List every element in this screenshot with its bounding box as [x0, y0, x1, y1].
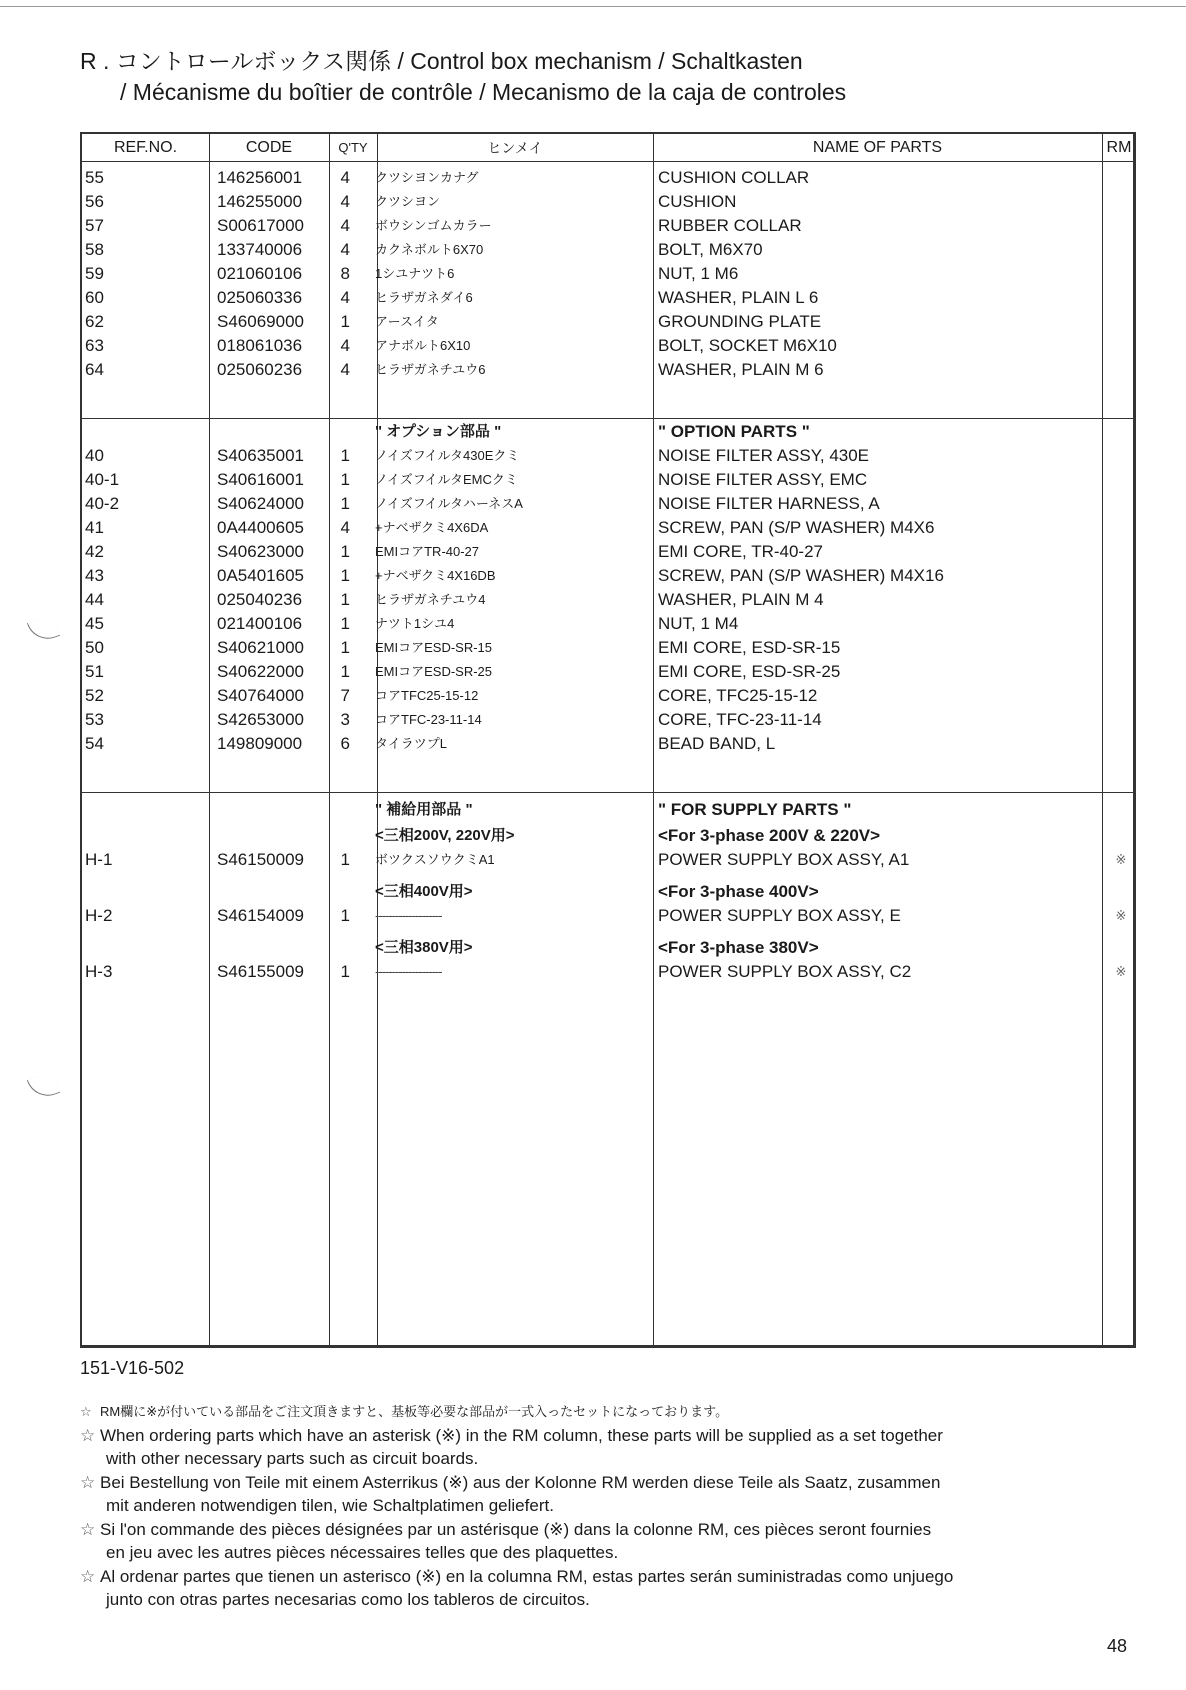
- row-ref-no: H-2: [85, 906, 113, 925]
- row-part-name: SCREW, PAN (S/P WASHER) M4X6: [658, 518, 935, 537]
- row-ref-no: H-1: [85, 850, 113, 869]
- row-ref-no: 40-2: [85, 494, 120, 513]
- col-divider: [653, 134, 654, 1345]
- row-part-name: WASHER, PLAIN L 6: [658, 288, 819, 307]
- row-ref-no: 52: [85, 686, 104, 705]
- row-qty: 3: [340, 710, 350, 729]
- row-japanese-name: ボツクスソウクミA1: [375, 852, 495, 867]
- row-japanese-name: コアTFC25-15-12: [375, 688, 479, 703]
- row-part-name: CORE, TFC-23-11-14: [658, 710, 822, 729]
- row-code: 0A4400605: [217, 518, 304, 537]
- header-code: CODE: [245, 139, 293, 156]
- row-code: S46150009: [217, 850, 304, 869]
- row-code: 021060106: [217, 264, 303, 283]
- row-code: S40621000: [217, 638, 304, 657]
- row-part-name: EMI CORE, TR-40-27: [658, 542, 824, 561]
- header-kana: ヒンメイ: [487, 140, 543, 156]
- row-ref-no: 62: [85, 312, 104, 331]
- star-icon: ☆: [80, 1473, 96, 1492]
- header-divider: [82, 161, 1133, 162]
- row-code: 021400106: [217, 614, 303, 633]
- note-line: junto con otras partes necesarias como los tableros de circuitos.: [106, 1590, 590, 1609]
- row-part-name: CORE, TFC25-15-12: [658, 686, 818, 705]
- section-divider: [82, 792, 1133, 793]
- row-code: S42653000: [217, 710, 304, 729]
- row-qty: 4: [340, 216, 350, 235]
- row-japanese-name: EMIコアESD-SR-25: [375, 664, 493, 679]
- row-qty: 1: [340, 542, 350, 561]
- row-qty: 1: [340, 312, 350, 331]
- row-part-name: EMI CORE, ESD-SR-15: [658, 638, 841, 657]
- row-code: S40624000: [217, 494, 304, 513]
- star-icon: ☆: [80, 1426, 96, 1445]
- parts-table: [80, 132, 1136, 1348]
- note-paragraph: [80, 1565, 1120, 1611]
- row-ref-no: 44: [85, 590, 104, 609]
- row-qty: 1: [340, 662, 350, 681]
- row-ref-no: 58: [85, 240, 104, 259]
- row-japanese-name: " 補給用部品 ": [375, 801, 473, 818]
- row-japanese-name: --------------------: [375, 908, 442, 923]
- row-part-name: NUT, 1 M4: [658, 614, 739, 633]
- row-part-name: BEAD BAND, L: [658, 734, 776, 753]
- row-part-name: EMI CORE, ESD-SR-25: [658, 662, 841, 681]
- row-qty: 1: [340, 470, 350, 489]
- note-line: Bei Bestellung von Teile mit einem Asterrikus (※) aus der Kolonne RM werden diese Teile als Saatz, zusammen: [100, 1473, 941, 1492]
- row-part-name: POWER SUPPLY BOX ASSY, E: [658, 906, 901, 925]
- row-qty: 1: [340, 962, 350, 981]
- row-qty: 1: [340, 614, 350, 633]
- row-ref-no: 50: [85, 638, 104, 657]
- row-part-name: CUSHION: [658, 192, 737, 211]
- row-japanese-name: ノイズフイルタハーネスA: [375, 496, 523, 511]
- row-code: S46155009: [217, 962, 304, 981]
- row-part-name: BOLT, M6X70: [658, 240, 763, 259]
- row-part-name: NOISE FILTER ASSY, 430E: [658, 446, 870, 465]
- row-ref-no: 55: [85, 168, 104, 187]
- row-part-name: WASHER, PLAIN M 4: [658, 590, 824, 609]
- row-ref-no: 60: [85, 288, 104, 307]
- row-rm-mark: ※: [1115, 964, 1127, 979]
- ordering-notes: [80, 1400, 1120, 1612]
- note-paragraph: [80, 1471, 1120, 1517]
- row-qty: 1: [340, 638, 350, 657]
- row-part-name: WASHER, PLAIN M 6: [658, 360, 824, 379]
- row-japanese-name: コアTFC-23-11-14: [375, 712, 482, 727]
- top-rule: [0, 6, 1186, 7]
- row-code: 025060336: [217, 288, 303, 307]
- row-japanese-name: タイラツプL: [375, 736, 447, 751]
- row-japanese-name: +ナベザクミ4X6DA: [375, 520, 489, 535]
- row-ref-no: 40: [85, 446, 104, 465]
- row-japanese-name: ノイズフイルタEMCクミ: [375, 472, 518, 487]
- row-qty: 1: [340, 446, 350, 465]
- row-qty: 1: [340, 566, 350, 585]
- row-code: 133740006: [217, 240, 303, 259]
- col-divider: [329, 134, 330, 1345]
- row-part-name: BOLT, SOCKET M6X10: [658, 336, 837, 355]
- row-part-name: NOISE FILTER HARNESS, A: [658, 494, 880, 513]
- col-divider: [1102, 134, 1103, 1345]
- row-japanese-name: ヒラザガネチユウ6: [375, 362, 486, 377]
- row-ref-no: 45: [85, 614, 104, 633]
- page-number: 48: [1107, 1636, 1128, 1656]
- row-ref-no: 43: [85, 566, 104, 585]
- row-code: 149809000: [217, 734, 303, 753]
- row-rm-mark: ※: [1115, 908, 1127, 923]
- row-qty: 4: [340, 240, 350, 259]
- row-part-name: NUT, 1 M6: [658, 264, 739, 283]
- star-icon: ☆: [80, 1520, 96, 1539]
- note-line: When ordering parts which have an asterisk (※) in the RM column, these parts will be supplied as a set together: [100, 1426, 943, 1445]
- row-japanese-name: アナボルト6X10: [375, 338, 471, 353]
- row-ref-no: 42: [85, 542, 104, 561]
- row-code: 025060236: [217, 360, 303, 379]
- row-part-name: <For 3-phase 400V>: [658, 882, 819, 901]
- row-ref-no: 59: [85, 264, 104, 283]
- row-ref-no: 56: [85, 192, 104, 211]
- row-qty: 1: [340, 494, 350, 513]
- row-japanese-name: <三相200V, 220V用>: [375, 827, 515, 844]
- section-divider: [82, 418, 1133, 419]
- row-part-name: SCREW, PAN (S/P WASHER) M4X16: [658, 566, 944, 585]
- note-line: Al ordenar partes que tienen un asterisco (※) en la columna RM, estas partes serán suministradas como unjuego: [100, 1567, 954, 1586]
- row-qty: 1: [340, 590, 350, 609]
- row-qty: 6: [340, 734, 350, 753]
- row-ref-no: H-3: [85, 962, 113, 981]
- row-japanese-name: クツシヨンカナグ: [375, 170, 479, 185]
- row-qty: 4: [340, 168, 350, 187]
- row-ref-no: 63: [85, 336, 104, 355]
- row-ref-no: 41: [85, 518, 104, 537]
- row-part-name: POWER SUPPLY BOX ASSY, A1: [658, 850, 910, 869]
- row-qty: 7: [340, 686, 350, 705]
- col-divider: [209, 134, 210, 1345]
- note-paragraph: [80, 1518, 1120, 1564]
- row-japanese-name: ナツト1シユ4: [375, 616, 455, 631]
- row-part-name: GROUNDING PLATE: [658, 312, 822, 331]
- row-code: S40616001: [217, 470, 304, 489]
- row-code: S40635001: [217, 446, 304, 465]
- row-japanese-name: --------------------: [375, 964, 442, 979]
- title-line-1: R . コントロールボックス関係 / Control box mechanism / Schaltkasten: [80, 48, 803, 74]
- row-code: 0A5401605: [217, 566, 304, 585]
- row-japanese-name: クツシヨン: [375, 194, 441, 209]
- row-code: 025040236: [217, 590, 303, 609]
- row-qty: 4: [340, 288, 350, 307]
- note-line: with other necessary parts such as circuit boards.: [106, 1449, 479, 1468]
- note-line: en jeu avec les autres pièces nécessaires telles que des plaquettes.: [106, 1543, 619, 1562]
- document-number: 151-V16-502: [80, 1358, 185, 1378]
- row-japanese-name: <三相400V用>: [375, 883, 473, 900]
- row-japanese-name: ボウシンゴムカラー: [375, 218, 492, 233]
- star-icon: ☆: [80, 1567, 96, 1586]
- row-part-name: <For 3-phase 200V & 220V>: [658, 826, 881, 845]
- row-part-name: RUBBER COLLAR: [658, 216, 802, 235]
- note-line: Si l'on commande des pièces désignées par un astérisque (※) dans la colonne RM, ces pièces seront fournies: [100, 1520, 932, 1539]
- row-japanese-name: ノイズフイルタ430Eクミ: [375, 448, 520, 463]
- row-part-name: POWER SUPPLY BOX ASSY, C2: [658, 962, 912, 981]
- row-code: S40622000: [217, 662, 304, 681]
- header-name: NAME OF PARTS: [812, 139, 943, 156]
- row-ref-no: 57: [85, 216, 104, 235]
- row-japanese-name: 1シユナツト6: [375, 266, 455, 281]
- row-part-name: <For 3-phase 380V>: [658, 938, 819, 957]
- row-rm-mark: ※: [1115, 852, 1127, 867]
- row-qty: 4: [340, 192, 350, 211]
- row-code: S00617000: [217, 216, 304, 235]
- note-paragraph: [80, 1400, 1120, 1423]
- row-japanese-name: ヒラザガネダイ6: [375, 290, 473, 305]
- row-qty: 4: [340, 336, 350, 355]
- row-ref-no: 54: [85, 734, 104, 753]
- row-qty: 4: [340, 518, 350, 537]
- row-code: S46154009: [217, 906, 304, 925]
- row-code: 146255000: [217, 192, 303, 211]
- binding-hole-mark: [27, 1071, 60, 1102]
- row-japanese-name: <三相380V用>: [375, 939, 473, 956]
- row-code: S40764000: [217, 686, 304, 705]
- row-japanese-name: ヒラザガネチユウ4: [375, 592, 486, 607]
- header-ref: REF.NO.: [113, 139, 178, 156]
- row-code: 146256001: [217, 168, 303, 187]
- row-code: S40623000: [217, 542, 304, 561]
- row-part-name: NOISE FILTER ASSY, EMC: [658, 470, 868, 489]
- binding-hole-mark: [27, 614, 60, 645]
- row-qty: 4: [340, 360, 350, 379]
- row-code: S46069000: [217, 312, 304, 331]
- row-qty: 1: [340, 906, 350, 925]
- row-part-name: " FOR SUPPLY PARTS ": [658, 800, 852, 819]
- row-qty: 8: [340, 264, 350, 283]
- note-line: mit anderen notwendigen tilen, wie Schaltplatimen geliefert.: [106, 1496, 554, 1515]
- title-line-2: / Mécanisme du boîtier de contrôle / Mecanismo de la caja de controles: [120, 79, 847, 105]
- row-japanese-name: +ナベザクミ4X16DB: [375, 568, 496, 583]
- row-part-name: " OPTION PARTS ": [658, 422, 810, 441]
- row-ref-no: 51: [85, 662, 104, 681]
- row-ref-no: 40-1: [85, 470, 120, 489]
- row-qty: 1: [340, 850, 350, 869]
- row-code: 018061036: [217, 336, 303, 355]
- page-title: [80, 46, 846, 108]
- row-japanese-name: " オプション部品 ": [375, 423, 502, 440]
- note-paragraph: [80, 1424, 1120, 1470]
- row-ref-no: 53: [85, 710, 104, 729]
- row-japanese-name: EMIコアESD-SR-15: [375, 640, 493, 655]
- row-part-name: CUSHION COLLAR: [658, 168, 810, 187]
- header-qty: Q'TY: [338, 140, 368, 155]
- header-rm: RM: [1106, 139, 1132, 156]
- star-icon: ☆: [80, 1404, 92, 1419]
- row-japanese-name: EMIコアTR-40-27: [375, 544, 480, 559]
- row-japanese-name: カクネボルト6X70: [375, 242, 484, 257]
- row-ref-no: 64: [85, 360, 104, 379]
- note-line: RM欄に※が付いている部品をご注文頂きますと、基板等必要な部品が一式入ったセットになっております。: [100, 1404, 729, 1419]
- row-japanese-name: アースイタ: [375, 314, 439, 329]
